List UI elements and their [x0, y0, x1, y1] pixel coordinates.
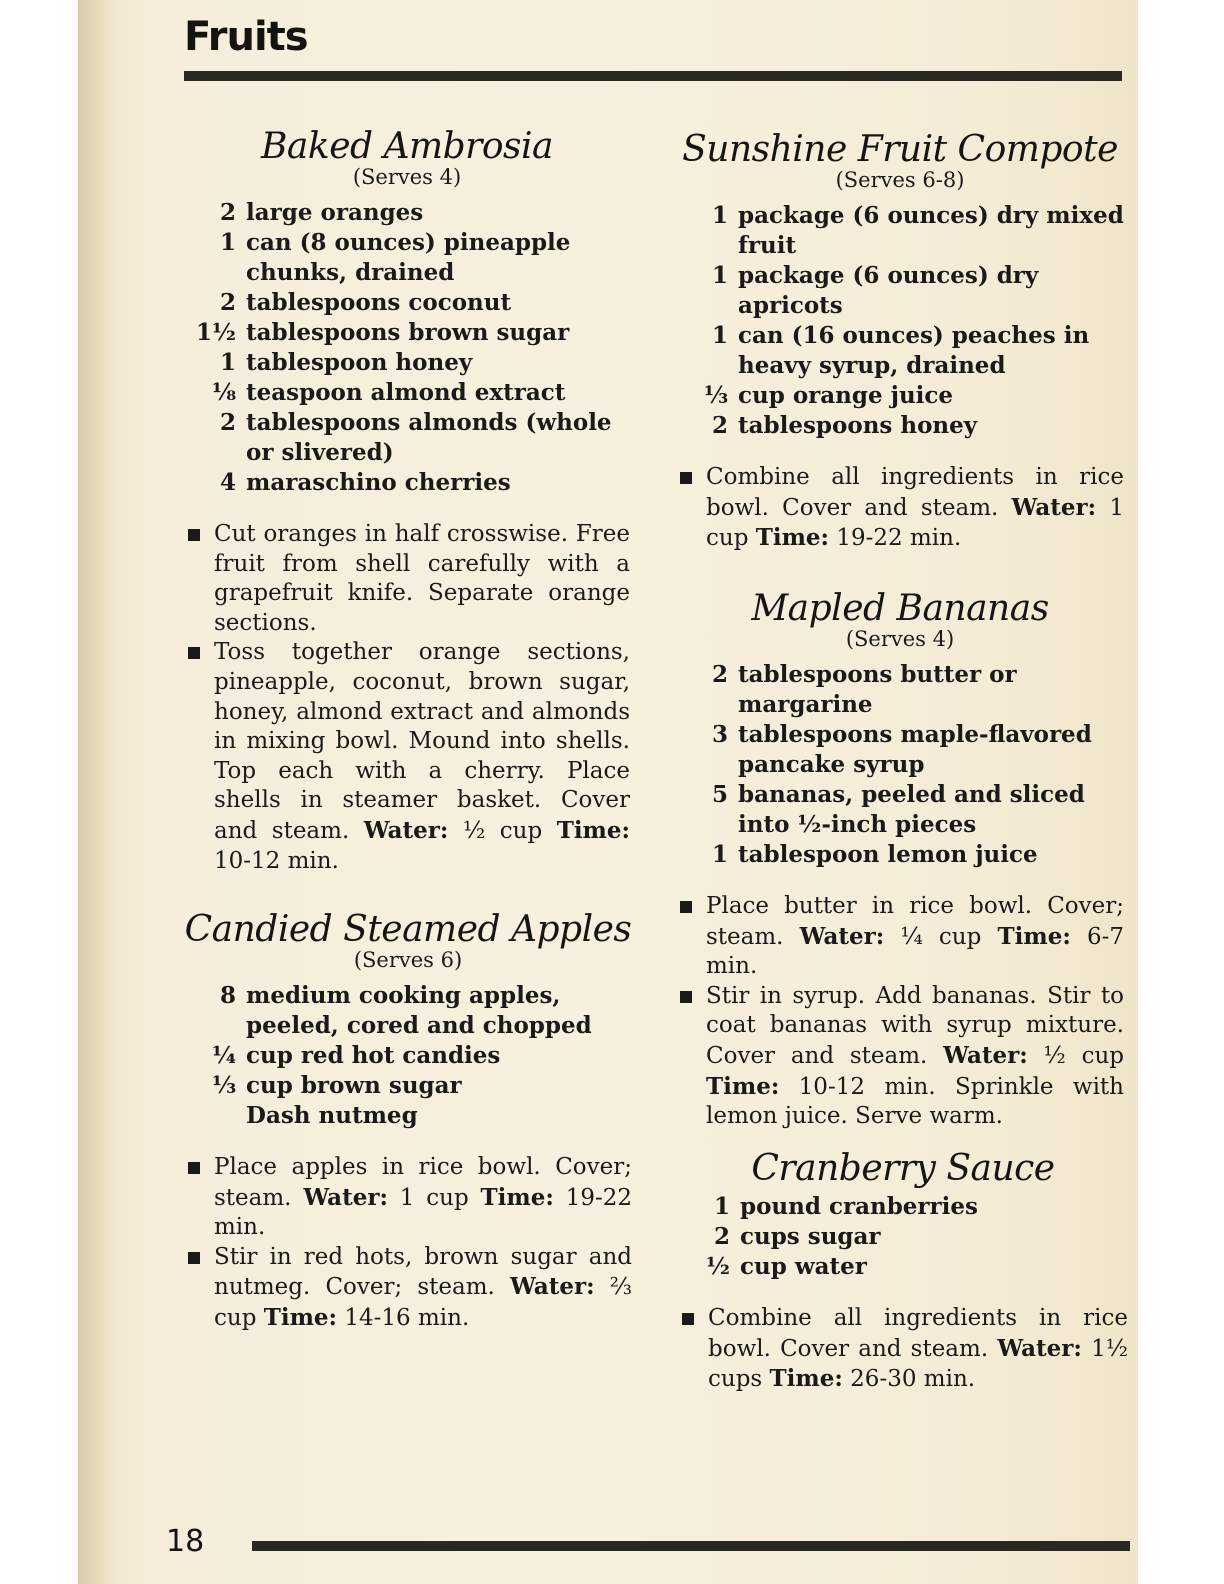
recipe-title: Baked Ambrosia — [260, 126, 554, 167]
time-amount: 19-22 min. — [214, 1184, 632, 1241]
ingredient-qty: ⅛ — [212, 379, 236, 406]
step-list — [676, 463, 1124, 554]
ingredient — [676, 411, 1124, 441]
ingredient-qty: 2 — [219, 289, 236, 316]
ingredient — [676, 201, 1124, 261]
square-bullet-icon — [680, 472, 692, 484]
ingredient-item: teaspoon almond extract — [246, 379, 566, 406]
ingredient-item: tablespoons honey — [738, 412, 978, 439]
water-amount: 1 cup — [399, 1184, 469, 1211]
header-rule — [184, 71, 1122, 81]
step — [184, 1243, 632, 1334]
square-bullet-icon — [680, 991, 692, 1003]
step-list — [676, 892, 1124, 1132]
square-bullet-icon — [188, 1162, 200, 1174]
water-amount: ¼ cup — [900, 923, 982, 950]
ingredient-item: tablespoons maple-flavored pancake syrup — [738, 721, 1092, 778]
ingredient-qty: 1 — [711, 202, 728, 229]
water-label: Water: — [303, 1183, 388, 1211]
ingredient-qty: 1 — [219, 349, 236, 376]
ingredient-qty: 8 — [219, 982, 236, 1009]
ingredient-qty: 5 — [711, 781, 728, 808]
ingredient — [184, 378, 630, 408]
ingredient-item: cup red hot candies — [246, 1042, 501, 1069]
ingredient-item: cup orange juice — [738, 382, 954, 409]
ingredient — [676, 321, 1124, 381]
footer-rule — [252, 1541, 1130, 1551]
ingredient — [676, 261, 1124, 321]
ingredient-item: package (6 ounces) dry apricots — [738, 262, 1039, 319]
ingredient — [676, 720, 1124, 780]
ingredient-item: bananas, peeled and sliced into ½-inch pieces — [738, 781, 1085, 838]
ingredient-qty: ¼ — [212, 1042, 236, 1069]
recipe-candied-steamed-apples — [184, 911, 632, 1334]
ingredient-item: large oranges — [246, 199, 424, 226]
step-list — [184, 1153, 632, 1334]
recipe-mapled-bananas — [676, 590, 1124, 1132]
step-text-after: Sprinkle with lemon juice. Serve warm. — [706, 1073, 1124, 1130]
time-label: Time: — [556, 816, 631, 844]
water-amount: 1 cup — [706, 494, 1125, 552]
ingredient-qty: 2 — [711, 661, 728, 688]
time-amount: 26-30 min. — [850, 1366, 976, 1393]
water-label: Water: — [799, 922, 885, 950]
time-label: Time: — [480, 1183, 554, 1211]
ingredient — [676, 780, 1124, 840]
ingredient-qty: ½ — [706, 1253, 730, 1280]
step-text: Place apples in rice bowl. Cover; steam. — [214, 1154, 632, 1211]
ingredient-list — [676, 660, 1124, 870]
water-amount: ½ cup — [462, 817, 543, 844]
ingredient-item: cup water — [740, 1253, 867, 1280]
step-text: Stir in syrup. Add bananas. Stir to coat bananas with syrup mixture. Cover and steam. — [706, 982, 1124, 1069]
ingredient-qty: 2 — [711, 412, 728, 439]
square-bullet-icon — [188, 1252, 200, 1264]
ingredient-qty: 4 — [219, 469, 236, 496]
recipe-cranberry-sauce — [678, 1150, 1128, 1395]
ingredient — [184, 318, 630, 348]
ingredient-qty: ⅓ — [212, 1072, 236, 1099]
time-amount: 19-22 min. — [836, 525, 962, 552]
ingredient-item: tablespoons brown sugar — [246, 319, 570, 346]
page-number: 18 — [166, 1524, 205, 1559]
ingredient — [676, 660, 1124, 720]
page-spine-shadow — [78, 0, 114, 1584]
time-label: Time: — [755, 524, 830, 552]
ingredient — [184, 198, 630, 228]
ingredient-qty — [184, 1101, 246, 1131]
recipe-title: Sunshine Fruit Compote — [682, 129, 1118, 170]
step-text: Cut oranges in half crosswise. Free fruit from shell carefully with a grapefruit knife. Separate orange sections. — [214, 521, 630, 636]
ingredient — [676, 840, 1124, 870]
recipe-serves: (Serves 6-8) — [835, 168, 965, 192]
time-label: Time: — [263, 1303, 338, 1331]
ingredient-item: package (6 ounces) dry mixed fruit — [738, 202, 1124, 259]
recipe-serves: (Serves 4) — [845, 627, 955, 651]
step — [676, 892, 1124, 982]
ingredient-qty: 2 — [219, 409, 236, 436]
water-label: Water: — [997, 1334, 1082, 1362]
square-bullet-icon — [188, 647, 200, 659]
ingredient-item: can (16 ounces) peaches in heavy syrup, drained — [738, 322, 1090, 379]
ingredient-qty: 1 — [711, 841, 728, 868]
ingredient — [184, 1071, 632, 1101]
time-amount: 10-12 min. — [798, 1073, 936, 1100]
ingredient-item: tablespoon honey — [246, 349, 473, 376]
ingredient-qty: 2 — [219, 199, 236, 226]
ingredient-item: cups sugar — [740, 1223, 881, 1250]
recipe-title: Candied Steamed Apples — [184, 909, 632, 950]
ingredient-list — [678, 1192, 1128, 1282]
square-bullet-icon — [680, 901, 692, 913]
ingredient-item: tablespoons coconut — [246, 289, 512, 316]
recipe-title: Cranberry Sauce — [751, 1148, 1055, 1189]
ingredient-qty: 3 — [711, 721, 728, 748]
ingredient — [184, 228, 630, 288]
time-label: Time: — [706, 1072, 780, 1100]
water-amount: ⅔ cup — [214, 1274, 633, 1331]
step-list — [678, 1304, 1128, 1395]
time-label: Time: — [769, 1365, 843, 1393]
time-label: Time: — [997, 922, 1071, 950]
ingredient-qty: 1 — [219, 229, 236, 256]
ingredient — [678, 1222, 1128, 1252]
step — [184, 638, 630, 876]
step-list — [184, 520, 630, 876]
left-margin — [0, 0, 78, 1584]
ingredient-item: tablespoons almonds (whole or slivered) — [246, 409, 612, 466]
water-label: Water: — [509, 1273, 595, 1301]
recipe-title: Mapled Bananas — [751, 588, 1049, 629]
step-text: Toss together orange sections, pineapple, coconut, brown sugar, honey, almond extract and almonds in mixing bowl. Mound into shells. Top each with a cherry. Place shells in steamer basket. Cover and steam. — [214, 639, 630, 844]
step — [676, 982, 1124, 1132]
step — [678, 1304, 1128, 1395]
ingredient — [184, 1041, 632, 1071]
ingredient-item: cup brown sugar — [246, 1072, 462, 1099]
step-text: Place butter in rice bowl. Cover; steam. — [706, 893, 1124, 950]
ingredient — [184, 468, 630, 498]
ingredient-qty: ⅓ — [704, 382, 728, 409]
ingredient-item: tablespoon lemon juice — [738, 841, 1038, 868]
ingredient — [184, 288, 630, 318]
recipe-sunshine-fruit-compote — [676, 131, 1124, 554]
square-bullet-icon — [188, 529, 200, 541]
water-amount: 1½ cups — [708, 1335, 1129, 1393]
ingredient-list — [676, 201, 1124, 441]
square-bullet-icon — [682, 1313, 694, 1325]
recipe-serves: (Serves 4) — [352, 165, 462, 189]
ingredient — [678, 1252, 1128, 1282]
ingredient-qty: 1 — [711, 262, 728, 289]
ingredient — [184, 1101, 632, 1131]
time-amount: 14-16 min. — [344, 1304, 470, 1331]
recipe-serves: (Serves 6) — [353, 948, 463, 972]
ingredient — [184, 981, 632, 1041]
step — [676, 463, 1124, 554]
water-label: Water: — [1011, 493, 1097, 521]
ingredient — [184, 348, 630, 378]
step-text: Combine all ingredients in rice bowl. Cover and steam. — [708, 1305, 1128, 1362]
ingredient — [676, 381, 1124, 411]
time-amount: 6-7 min. — [706, 923, 1125, 980]
ingredient — [184, 408, 630, 468]
step — [184, 520, 630, 638]
ingredient-item: tablespoons butter or margarine — [738, 661, 1017, 718]
step — [184, 1153, 632, 1243]
step-text: Stir in red hots, brown sugar and nutmeg. Cover; steam. — [214, 1243, 632, 1301]
recipe-baked-ambrosia — [184, 128, 630, 876]
ingredient-list — [184, 981, 632, 1131]
ingredient-item: maraschino cherries — [246, 469, 511, 496]
ingredient-item: can (8 ounces) pineapple chunks, drained — [246, 229, 571, 286]
section-title: Fruits — [184, 14, 308, 60]
ingredient-qty: 2 — [713, 1223, 730, 1250]
ingredient-qty: 1½ — [196, 319, 236, 346]
step-text: Combine all ingredients in rice bowl. Cover and steam. — [706, 464, 1124, 521]
ingredient — [678, 1192, 1128, 1222]
water-amount: ½ cup — [1043, 1042, 1125, 1069]
ingredient-list — [184, 198, 630, 498]
ingredient-item: Dash nutmeg — [246, 1102, 418, 1129]
water-label: Water: — [363, 816, 449, 844]
time-amount: 10-12 min. — [214, 847, 339, 874]
water-label: Water: — [943, 1041, 1028, 1069]
ingredient-item: medium cooking apples, peeled, cored and chopped — [246, 982, 592, 1039]
ingredient-item: pound cranberries — [740, 1193, 978, 1220]
ingredient-qty: 1 — [711, 322, 728, 349]
ingredient-qty: 1 — [713, 1193, 730, 1220]
